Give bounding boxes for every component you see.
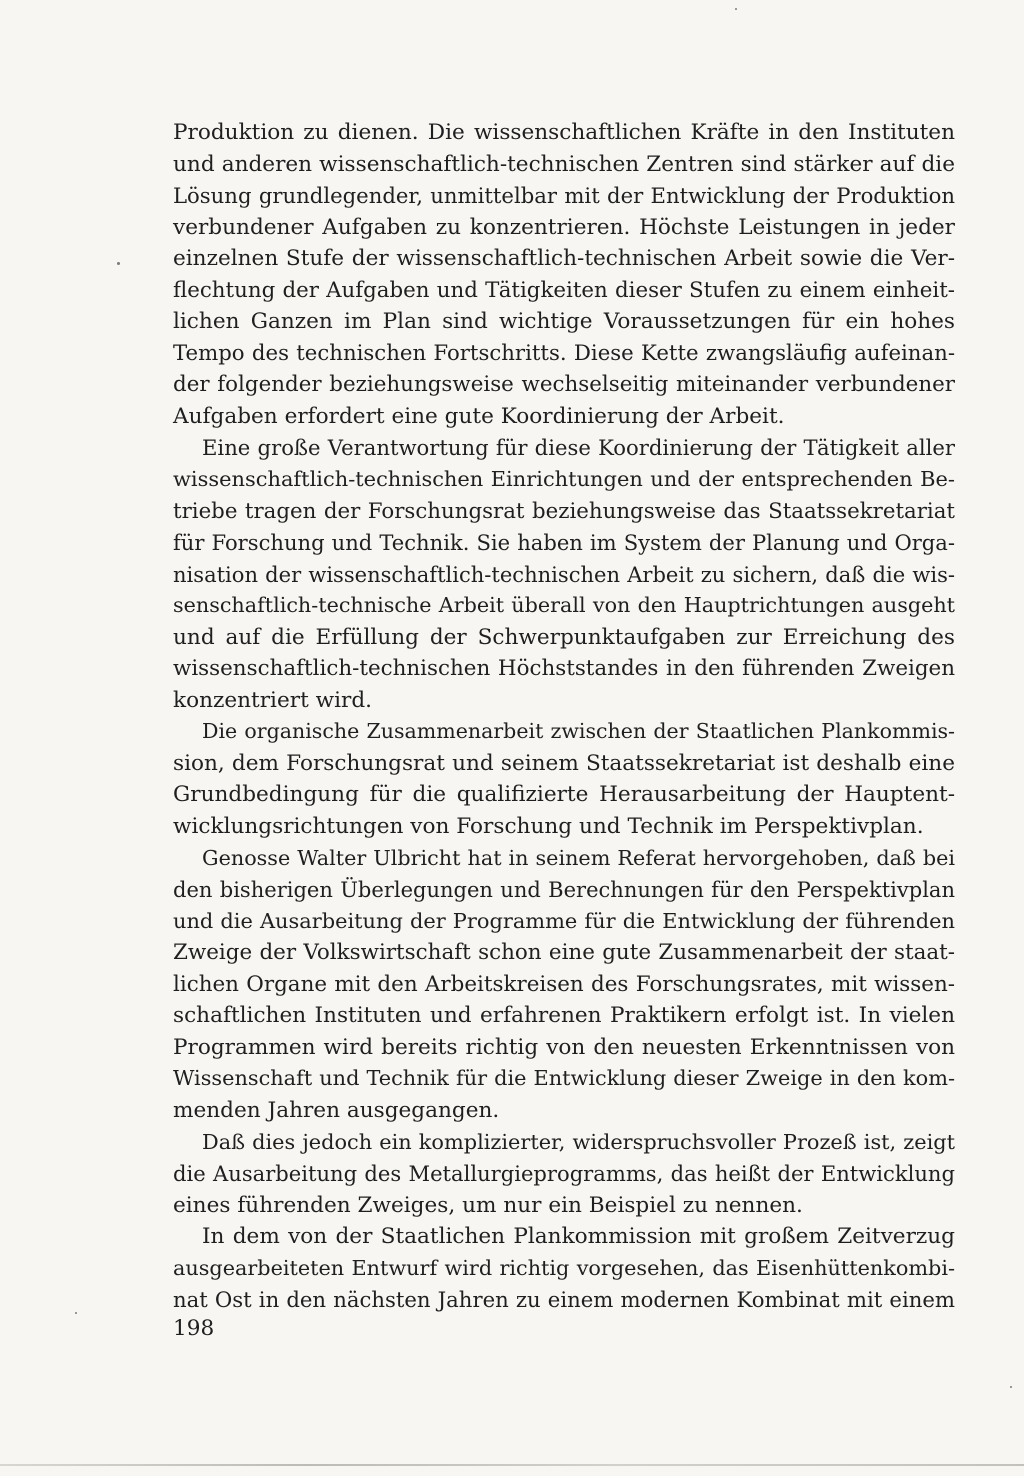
text-line: senschaftlich-technische Arbeit überall von den Hauptrichtungen ausgeht — [173, 593, 955, 618]
scan-speck — [117, 262, 120, 265]
text-line: und auf die Erfüllung der Schwerpunktaufgaben zur Erreichung des — [173, 624, 955, 650]
text-line: für Forschung und Technik. Sie haben im System der Planung und Orga- — [173, 530, 955, 556]
body-text — [173, 117, 955, 1316]
text-line: flechtung der Aufgaben und Tätigkeiten dieser Stufen zu einem einheit- — [173, 277, 955, 303]
text-line: und anderen wissenschaftlich-technischen Zentren sind stärker auf die — [173, 151, 955, 177]
text-line: Lösung grundlegender, unmittelbar mit der Entwicklung der Produktion — [173, 183, 955, 209]
text-line: schaftlichen Instituten und erfahrenen Praktikern erfolgt ist. In vielen — [173, 1003, 955, 1029]
text-line: und die Ausarbeitung der Programme für die Entwicklung der führenden — [173, 908, 955, 933]
text-line: Aufgaben erfordert eine gute Koordinierung der Arbeit. — [173, 403, 785, 429]
text-line: menden Jahren ausgegangen. — [173, 1097, 500, 1123]
text-line: Grundbedingung für die qualifizierte Herausarbeitung der Hauptent- — [173, 782, 955, 808]
text-line: wicklungsrichtungen von Forschung und Technik im Perspektivplan. — [173, 814, 924, 840]
text-line: Programmen wird bereits richtig von den neuesten Erkenntnissen von — [173, 1034, 955, 1060]
scan-speck — [1010, 1386, 1012, 1388]
text-line: Genosse Walter Ulbricht hat in seinem Referat hervorgehoben, daß bei — [202, 845, 955, 870]
text-line: Eine große Verantwortung für diese Koordinierung der Tätigkeit aller — [202, 435, 955, 461]
text-line: die Ausarbeitung des Metallurgieprogramms, das heißt der Entwicklung — [173, 1161, 955, 1187]
text-line: der folgender beziehungsweise wechselseitig miteinander verbundener — [173, 372, 955, 398]
text-line: sion, dem Forschungsrat und seinem Staatssekretariat ist deshalb eine — [173, 750, 955, 776]
text-line: triebe tragen der Forschungsrat beziehungsweise das Staatssekretariat — [173, 498, 955, 524]
text-line: In dem von der Staatlichen Plankommission mit großem Zeitverzug — [202, 1224, 955, 1250]
text-line: eines führenden Zweiges, um nur ein Beispiel zu nennen. — [173, 1192, 803, 1218]
text-line: lichen Ganzen im Plan sind wichtige Voraussetzungen für ein hohes — [173, 309, 955, 335]
text-line: Die organische Zusammenarbeit zwischen der Staatlichen Plankommis- — [202, 719, 955, 744]
text-line: Wissenschaft und Technik für die Entwicklung dieser Zweige in den kom- — [173, 1066, 955, 1091]
text-line: den bisherigen Überlegungen und Berechnungen für den Perspektivplan — [173, 877, 955, 903]
page-number: 198 — [173, 1316, 215, 1341]
text-line: Tempo des technischen Fortschritts. Diese Kette zwangsläufig aufeinan- — [173, 340, 955, 366]
text-line: Daß dies jedoch ein komplizierter, widerspruchsvoller Prozeß ist, zeigt — [202, 1129, 955, 1154]
text-line: ausgearbeiteten Entwurf wird richtig vorgesehen, das Eisenhüttenkombi- — [173, 1255, 955, 1280]
text-line: lichen Organe mit den Arbeitskreisen des Forschungsrates, mit wissen- — [173, 971, 955, 997]
text-line: verbundener Aufgaben zu konzentrieren. Höchste Leistungen in jeder — [173, 214, 955, 240]
text-line: nisation der wissenschaftlich-technischen Arbeit zu sichern, daß die wis- — [173, 561, 955, 587]
scan-speck — [735, 8, 737, 10]
text-line: einzelnen Stufe der wissenschaftlich-technischen Arbeit sowie die Ver- — [173, 246, 955, 272]
text-line: Produktion zu dienen. Die wissenschaftlichen Kräfte in den Instituten — [173, 120, 955, 145]
scan-edge — [0, 1464, 1024, 1466]
text-line: wissenschaftlich-technischen Höchststandes in den führenden Zweigen — [173, 656, 955, 682]
text-line: wissenschaftlich-technischen Einrichtungen und der entsprechenden Be- — [173, 467, 955, 492]
scan-speck — [75, 1312, 77, 1314]
text-line: konzentriert wird. — [173, 687, 373, 713]
text-line: Zweige der Volkswirtschaft schon eine gute Zusammenarbeit der staat- — [173, 940, 955, 966]
text-line: nat Ost in den nächsten Jahren zu einem modernen Kombinat mit einem — [173, 1287, 955, 1313]
